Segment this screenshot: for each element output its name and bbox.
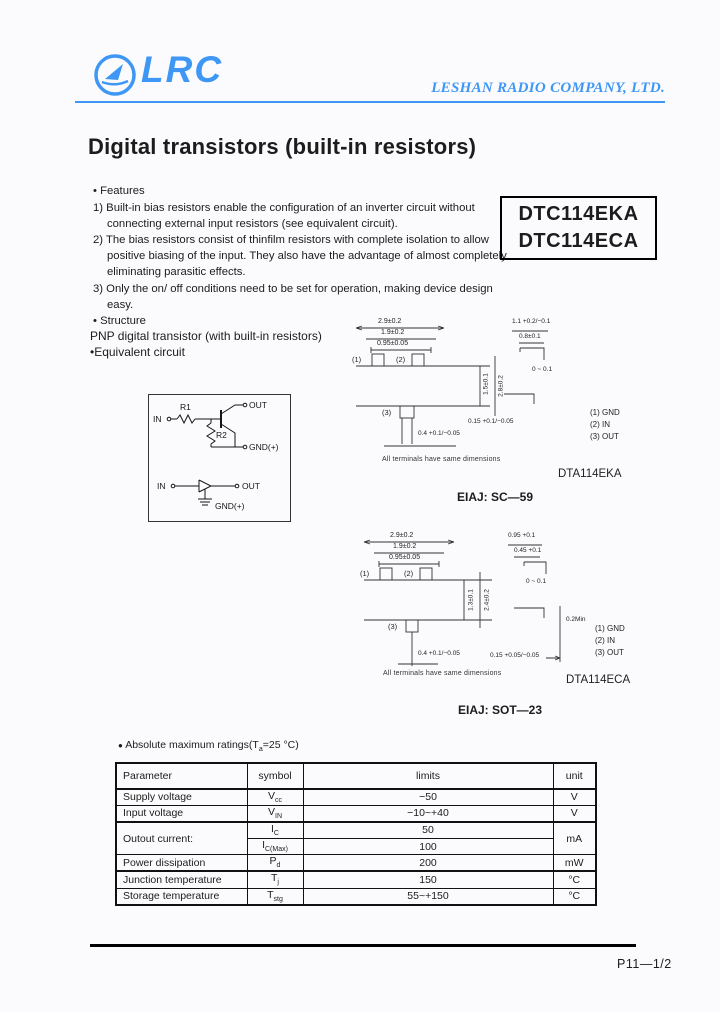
param-cell: Junction temperature — [116, 871, 247, 888]
header-divider — [75, 101, 665, 103]
ratings-heading-prefix: Absolute maximum ratings(T — [125, 739, 259, 751]
eca-package-name: DTA114ECA — [566, 674, 631, 686]
symbol-cell: $V_{cc}$ — [247, 789, 303, 806]
eca-note: All terminals have same dimensions — [383, 670, 502, 677]
feature-item-1: 1) Built-in bias resistors enable the configuration of an inverter circuit without connecting external input resistors (see equivalent circuit). — [93, 202, 475, 230]
eca-dim-standoff: 0 ~ 0.1 — [526, 578, 547, 585]
feature-item-2: 2) The bias resistors consist of thinfilm resistors with complete isolation to allow positive biasing of the input. They also have the advantage of almost completely eliminating parasitic effects. — [93, 234, 507, 278]
equiv-gnd-bot-label: GND(+) — [215, 501, 245, 511]
eka-pinout-out: (3) OUT — [590, 432, 619, 441]
eca-pinout-gnd: (1) GND — [595, 624, 625, 633]
symbol-cell: $T_{stg}$ — [247, 888, 303, 905]
eka-dim-body-width: 2.9±0.2 — [378, 318, 402, 325]
eca-dim-body-depth: 1.3±0.1 — [467, 589, 475, 611]
equiv-in-bot-label: IN — [157, 481, 166, 491]
table-row — [116, 789, 596, 806]
equivalent-circuit-heading: •Equivalent circuit — [90, 345, 185, 359]
package-drawing-eka — [340, 318, 650, 468]
eka-dim-lead-thick: 0.15 +0.1/−0.05 — [468, 418, 514, 425]
equiv-in-top-label: IN — [153, 414, 162, 424]
eka-dim-thickness: 0.8±0.1 — [519, 333, 541, 340]
unit-cell: mA — [553, 822, 596, 855]
symbol-cell: $I_C$ — [247, 822, 303, 839]
eka-note: All terminals have same dimensions — [382, 456, 501, 463]
eka-dim-height: 1.1 +0.2/−0.1 — [512, 318, 551, 325]
structure-text: PNP digital transistor (with built-in resistors) — [90, 329, 322, 343]
eca-eiaj-label: EIAJ: SOT—23 — [457, 703, 543, 717]
eca-dim-thickness: 0.45 +0.1 — [514, 547, 542, 554]
limit-cell: 100 — [303, 839, 553, 855]
table-row — [116, 855, 596, 872]
limit-cell: 55~+150 — [303, 888, 553, 905]
table-row — [116, 871, 596, 888]
param-cell: Outout current: — [116, 822, 247, 855]
table-row — [116, 806, 596, 823]
ratings-heading-suffix: =25 °C) — [262, 739, 299, 751]
eca-pin2-mark: (2) — [404, 569, 414, 578]
equivalent-circuit-drawing — [149, 395, 288, 519]
lrc-logo-icon — [92, 52, 138, 98]
eca-dim-lead-thick: 0.15 +0.05/−0.05 — [490, 652, 540, 659]
param-cell: Supply voltage — [116, 789, 247, 806]
symbol-cell: $I_{C(Max)}$ — [247, 839, 303, 855]
eka-dim-standoff: 0 ~ 0.1 — [532, 366, 553, 373]
eka-dim-lead-width: 0.4 +0.1/−0.05 — [418, 430, 460, 437]
unit-cell: °C — [553, 888, 596, 905]
param-cell: Storage temperature — [116, 888, 247, 905]
eka-eiaj-label: EIAJ: SC—59 — [456, 490, 534, 504]
bullet-icon: ● — [118, 741, 123, 750]
feature-item-3: 3) Only the on/ off conditions need to be set for operation, making device design easy. — [93, 283, 493, 311]
limit-cell: −50 — [303, 789, 553, 806]
package-drawing-eca — [350, 532, 650, 682]
eka-dim-pitch: 0.95±0.05 — [377, 340, 409, 347]
eca-dim-body-width: 2.9±0.2 — [390, 532, 414, 539]
eca-dim-height: 0.95 +0.1 — [508, 532, 536, 539]
limit-cell: 200 — [303, 855, 553, 872]
eka-pinout-in: (2) IN — [590, 420, 610, 429]
unit-cell: mW — [553, 855, 596, 872]
table-header-row — [116, 763, 596, 789]
symbol-cell: $V_{IN}$ — [247, 806, 303, 823]
eca-dim-lead-span: 2.4±0.2 — [483, 589, 491, 611]
eka-dim-lead-span: 2.8±0.2 — [497, 375, 505, 397]
eca-pin1-mark: (1) — [360, 569, 370, 578]
page-title: Digital transistors (built-in resistors) — [88, 134, 477, 159]
structure-heading: • Structure — [93, 315, 146, 327]
part-number-1: DTC114EKA — [518, 203, 639, 225]
eca-dim-pitch: 0.95±0.05 — [389, 554, 421, 561]
col-header-limits: limits — [303, 763, 553, 789]
ratings-heading-sub: a — [258, 746, 263, 754]
eca-pinout-in: (2) IN — [595, 636, 615, 645]
equivalent-circuit-box — [148, 394, 291, 522]
part-number-box — [500, 196, 657, 260]
page-number: P11—1/2 — [617, 957, 672, 971]
eka-pin2-mark: (2) — [396, 355, 406, 364]
equiv-r2-label: R2 — [216, 430, 227, 440]
eca-pinout-out: (3) OUT — [595, 648, 624, 657]
company-name: LESHAN RADIO COMPANY, LTD. — [431, 80, 665, 96]
equiv-out-bot-label: OUT — [242, 481, 260, 491]
eka-dim-body-depth: 1.5±0.1 — [482, 373, 490, 395]
eka-pinout-gnd: (1) GND — [590, 408, 620, 417]
limit-cell: 150 — [303, 871, 553, 888]
lrc-logo-text: LRC — [141, 49, 224, 90]
equiv-gnd-top-label: GND(+) — [249, 442, 279, 452]
eka-dim-inner-width: 1.9±0.2 — [381, 329, 405, 336]
eca-dim-inner-width: 1.9±0.2 — [393, 543, 417, 550]
symbol-cell: $T_j$ — [247, 871, 303, 888]
eka-pin1-mark: (1) — [352, 355, 362, 364]
eca-dim-lead-width: 0.4 +0.1/−0.05 — [418, 650, 460, 657]
limit-cell: −10~+40 — [303, 806, 553, 823]
footer-divider — [90, 944, 636, 947]
equiv-out-top-label: OUT — [249, 400, 267, 410]
col-header-unit: unit — [553, 763, 596, 789]
abs-max-ratings-table — [115, 762, 597, 906]
eca-dim-lead-length: 0.2Min — [566, 616, 586, 623]
unit-cell: V — [553, 789, 596, 806]
param-cell: Power dissipation — [116, 855, 247, 872]
ratings-heading — [118, 739, 299, 753]
table-row — [116, 888, 596, 905]
eca-pin3-mark: (3) — [388, 622, 398, 631]
table-row — [116, 822, 596, 839]
limit-cell: 50 — [303, 822, 553, 839]
col-header-symbol: symbol — [247, 763, 303, 789]
eka-package-name: DTA114EKA — [558, 468, 622, 480]
unit-cell: °C — [553, 871, 596, 888]
features-heading: • Features — [93, 185, 145, 197]
equiv-r1-label: R1 — [180, 402, 191, 412]
part-number-2: DTC114ECA — [518, 230, 639, 252]
col-header-parameter: Parameter — [116, 763, 247, 789]
symbol-cell: $P_d$ — [247, 855, 303, 872]
eka-pin3-mark: (3) — [382, 408, 392, 417]
features-section — [93, 183, 513, 313]
param-cell: Input voltage — [116, 806, 247, 823]
unit-cell: V — [553, 806, 596, 823]
